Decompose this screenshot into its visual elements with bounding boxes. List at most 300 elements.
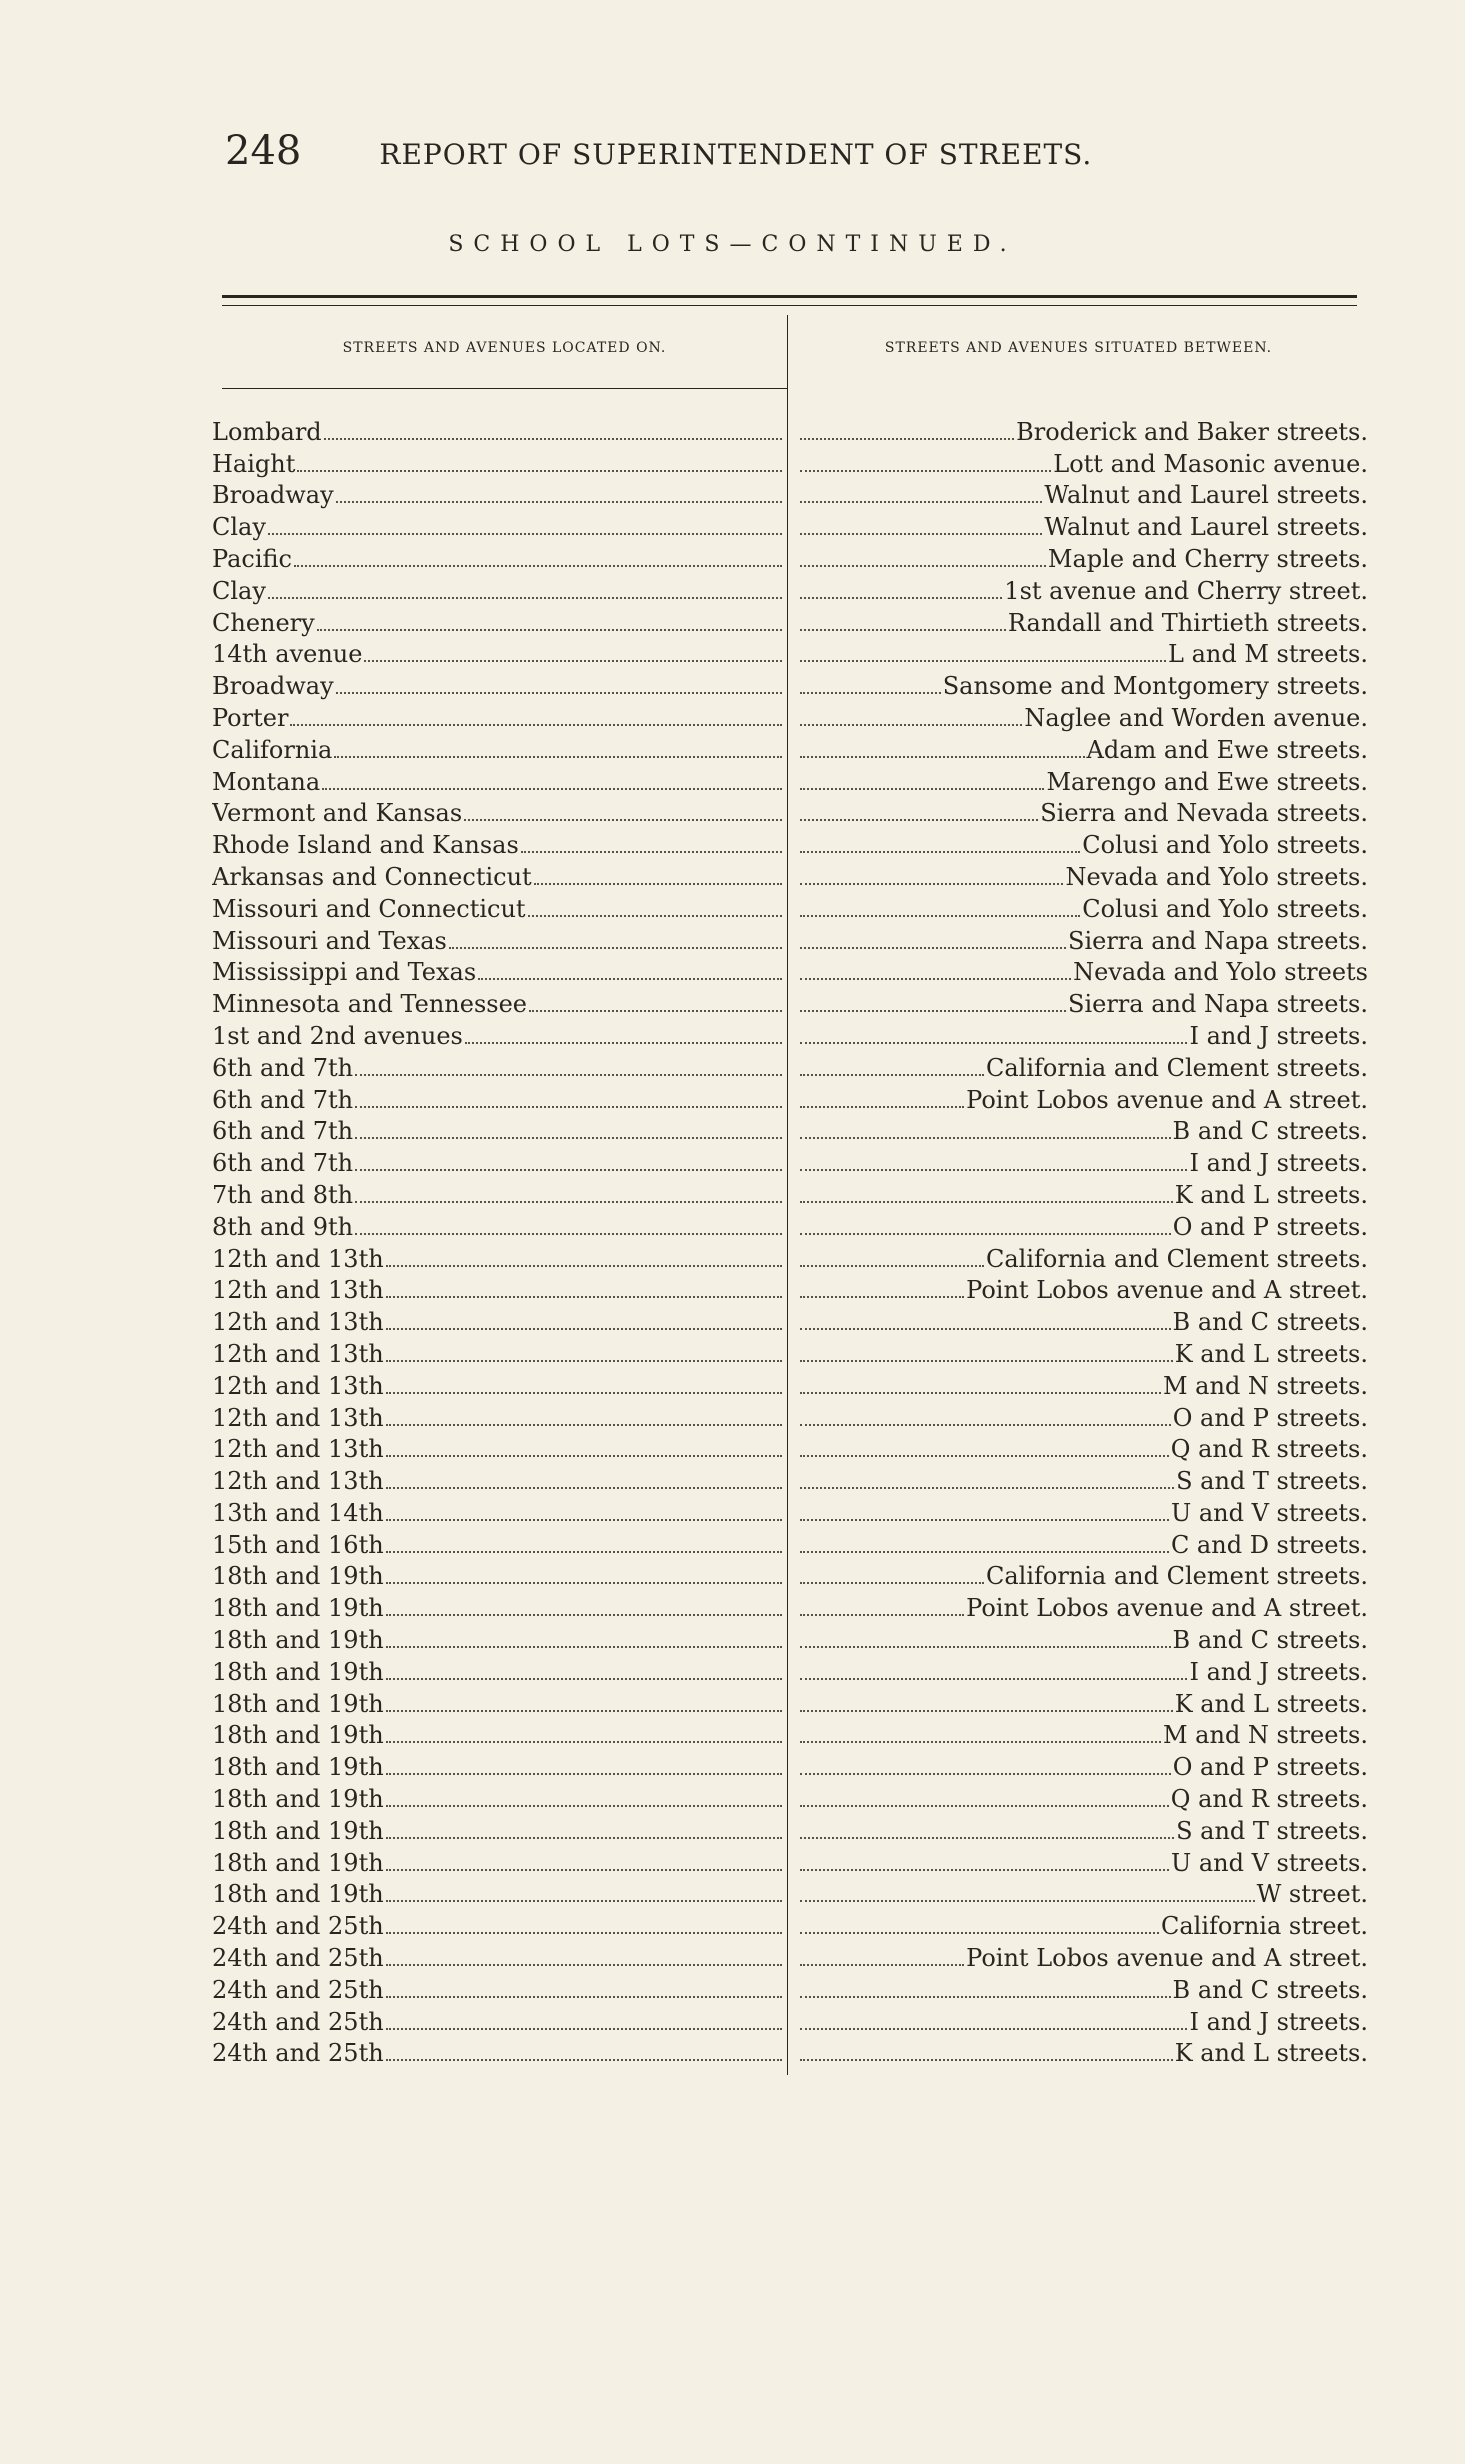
dot-leader [800, 1837, 1174, 1839]
table-row [212, 1654, 1372, 1686]
located-on-text: 12th and 13th [212, 1435, 384, 1464]
located-on-cell [212, 1181, 784, 1209]
dot-leader [386, 1424, 782, 1426]
dot-leader [800, 756, 1085, 758]
dot-leader [478, 978, 782, 980]
table-row [212, 1400, 1372, 1432]
dot-leader [800, 1042, 1187, 1044]
dot-leader [800, 788, 1044, 790]
located-on-text: Haight [212, 449, 296, 478]
dot-leader [386, 1487, 782, 1489]
between-cell [800, 799, 1368, 827]
dot-leader [800, 1614, 964, 1616]
between-text: Broderick and Baker streets. [1016, 417, 1368, 446]
between-text: I and J streets. [1189, 1021, 1368, 1050]
located-on-text: 12th and 13th [212, 1371, 384, 1400]
table-row [212, 1368, 1372, 1400]
between-text: Point Lobos avenue and A street. [966, 1276, 1368, 1305]
table-row [212, 827, 1372, 859]
table-row [212, 1273, 1372, 1305]
table-row [212, 1209, 1372, 1241]
located-on-cell [212, 545, 784, 573]
dot-leader [800, 1265, 984, 1267]
table-row [212, 1749, 1372, 1781]
dot-leader [297, 470, 782, 472]
dot-leader [334, 756, 782, 758]
located-on-text: 18th and 19th [212, 1721, 384, 1750]
dot-leader [465, 1042, 782, 1044]
dot-leader [386, 1360, 782, 1362]
located-on-text: Clay [212, 513, 266, 542]
table-row [212, 1336, 1372, 1368]
located-on-cell [212, 1117, 784, 1145]
between-cell [800, 1849, 1368, 1877]
located-on-cell [212, 513, 784, 541]
located-on-cell [212, 2008, 784, 2036]
dot-leader [290, 724, 782, 726]
between-text: O and P streets. [1172, 1212, 1368, 1241]
located-on-text: Missouri and Texas [212, 926, 447, 955]
between-cell [800, 1372, 1368, 1400]
table-row [212, 1781, 1372, 1813]
between-text: California and Clement streets. [985, 1244, 1368, 1273]
located-on-cell [212, 1213, 784, 1241]
table-row [212, 796, 1372, 828]
between-cell [800, 2008, 1368, 2036]
dot-leader [800, 1996, 1171, 1998]
located-on-text: 6th and 7th [212, 1117, 354, 1146]
dot-leader [355, 1233, 782, 1235]
between-cell [800, 736, 1368, 764]
dot-leader [800, 501, 1042, 503]
dot-leader [355, 1137, 782, 1139]
located-on-cell [212, 958, 784, 986]
between-cell [800, 1245, 1368, 1273]
table-row [212, 1845, 1372, 1877]
located-on-text: 18th and 19th [212, 1848, 384, 1877]
located-on-cell [212, 1944, 784, 1972]
dot-leader [800, 1392, 1161, 1394]
table-row [212, 955, 1372, 987]
between-text: Point Lobos avenue and A street. [966, 1594, 1368, 1623]
located-on-text: Rhode Island and Kansas [212, 831, 519, 860]
dot-leader [800, 1932, 1159, 1934]
between-cell [800, 1117, 1368, 1145]
located-on-cell [212, 1404, 784, 1432]
dot-leader [386, 1964, 782, 1966]
dot-leader [800, 1646, 1171, 1648]
dot-leader [800, 1678, 1187, 1680]
located-on-text: 12th and 13th [212, 1339, 384, 1368]
dot-leader [464, 819, 782, 821]
dot-leader [386, 1837, 782, 1839]
located-on-text: 12th and 13th [212, 1467, 384, 1496]
table-row [212, 605, 1372, 637]
located-on-text: 24th and 25th [212, 2007, 384, 2036]
dot-leader [386, 1582, 782, 1584]
between-cell [800, 1753, 1368, 1781]
table-row [212, 1082, 1372, 1114]
located-on-cell [212, 1594, 784, 1622]
dot-leader [528, 915, 782, 917]
dot-leader [529, 1010, 782, 1012]
dot-leader [800, 819, 1038, 821]
dot-leader [800, 1233, 1171, 1235]
located-on-cell [212, 1785, 784, 1813]
between-cell [800, 958, 1368, 986]
between-cell [800, 1308, 1368, 1336]
located-on-cell [212, 1308, 784, 1336]
between-text: Colusi and Yolo streets. [1082, 831, 1368, 860]
located-on-cell [212, 577, 784, 605]
dot-leader [268, 533, 782, 535]
dot-leader [336, 692, 782, 694]
dot-leader [386, 1646, 782, 1648]
dot-leader [386, 1265, 782, 1267]
between-cell [800, 418, 1368, 446]
between-text: Sansome and Montgomery streets. [942, 672, 1368, 701]
section-title: SCHOOL LOTS—CONTINUED. [448, 232, 1017, 257]
dot-leader [324, 438, 782, 440]
located-on-cell [212, 1086, 784, 1114]
located-on-text: Chenery [212, 608, 315, 637]
between-cell [800, 1658, 1368, 1686]
located-on-text: 18th and 19th [212, 1816, 384, 1845]
between-text: C and D streets. [1170, 1530, 1368, 1559]
table-row [212, 1114, 1372, 1146]
between-cell [800, 1276, 1368, 1304]
between-cell [800, 450, 1368, 478]
located-on-text: 24th and 25th [212, 1975, 384, 2004]
between-text: S and T streets. [1176, 1816, 1368, 1845]
between-cell [800, 990, 1368, 1018]
dot-leader [386, 2059, 782, 2061]
located-on-cell [212, 1245, 784, 1273]
table-row [212, 1622, 1372, 1654]
table-row [212, 732, 1372, 764]
dot-leader [800, 565, 1046, 567]
dot-leader [800, 1074, 984, 1076]
dot-leader [800, 1710, 1173, 1712]
dot-leader [386, 1996, 782, 1998]
located-on-cell [212, 990, 784, 1018]
located-on-text: 15th and 16th [212, 1530, 384, 1559]
between-text: Walnut and Laurel streets. [1044, 481, 1368, 510]
between-cell [800, 672, 1368, 700]
located-on-text: 6th and 7th [212, 1053, 354, 1082]
between-text: B and C streets. [1172, 1975, 1368, 2004]
between-cell [800, 481, 1368, 509]
between-text: U and V streets. [1170, 1848, 1368, 1877]
dot-leader [386, 1296, 782, 1298]
table-row [212, 541, 1372, 573]
table-row [212, 1432, 1372, 1464]
table-row [212, 891, 1372, 923]
between-cell [800, 1022, 1368, 1050]
dot-leader [800, 1169, 1187, 1171]
dot-leader [364, 660, 782, 662]
dot-leader [800, 438, 1014, 440]
dot-leader [800, 1741, 1161, 1743]
between-cell [800, 895, 1368, 923]
between-text: I and J streets. [1189, 1149, 1368, 1178]
located-on-text: Clay [212, 576, 266, 605]
dot-leader [322, 788, 782, 790]
between-cell [800, 1626, 1368, 1654]
dot-leader [355, 1074, 782, 1076]
table-row [212, 668, 1372, 700]
dot-leader [800, 1773, 1171, 1775]
located-on-text: 12th and 13th [212, 1403, 384, 1432]
dot-leader [386, 1932, 782, 1934]
between-cell [800, 1976, 1368, 2004]
located-on-text: 12th and 13th [212, 1276, 384, 1305]
located-on-text: Missouri and Connecticut [212, 894, 526, 923]
table-row [212, 700, 1372, 732]
between-cell [800, 577, 1368, 605]
between-text: K and L streets. [1174, 1339, 1368, 1368]
between-cell [800, 513, 1368, 541]
between-text: B and C streets. [1172, 1626, 1368, 1655]
table-row [212, 478, 1372, 510]
located-on-text: Mississippi and Texas [212, 958, 477, 987]
dot-leader [386, 1392, 782, 1394]
dot-leader [800, 915, 1080, 917]
located-on-cell [212, 704, 784, 732]
between-text: Lott and Masonic avenue. [1053, 449, 1368, 478]
between-text: Nevada and Yolo streets. [1065, 862, 1368, 891]
between-cell [800, 831, 1368, 859]
dot-leader [355, 1201, 782, 1203]
located-on-text: 6th and 7th [212, 1085, 354, 1114]
dot-leader [386, 2028, 782, 2030]
between-cell [800, 1912, 1368, 1940]
located-on-text: 12th and 13th [212, 1308, 384, 1337]
dot-leader [800, 2028, 1187, 2030]
located-on-text: 24th and 25th [212, 1944, 384, 1973]
dot-leader [800, 692, 941, 694]
located-on-cell [212, 1340, 784, 1368]
between-cell [800, 863, 1368, 891]
table-row [212, 986, 1372, 1018]
table-row [212, 1559, 1372, 1591]
dot-leader [800, 883, 1063, 885]
dot-leader [800, 660, 1166, 662]
table-row [212, 1463, 1372, 1495]
dot-leader [355, 1169, 782, 1171]
dot-leader [800, 851, 1080, 853]
between-text: California and Clement streets. [985, 1562, 1368, 1591]
located-on-text: 24th and 25th [212, 2039, 384, 2068]
located-on-cell [212, 1022, 784, 1050]
between-cell [800, 1880, 1368, 1908]
dot-leader [800, 1900, 1255, 1902]
table-row [212, 1145, 1372, 1177]
between-text: L and M streets. [1168, 640, 1368, 669]
page-number: 248 [225, 128, 302, 174]
located-on-cell [212, 2039, 784, 2067]
located-on-text: 7th and 8th [212, 1180, 354, 1209]
between-text: O and P streets. [1172, 1753, 1368, 1782]
school-lots-table [212, 414, 1372, 2067]
located-on-text: 8th and 9th [212, 1212, 354, 1241]
dot-leader [800, 1582, 984, 1584]
between-cell [800, 927, 1368, 955]
table-row [212, 509, 1372, 541]
located-on-cell [212, 1849, 784, 1877]
table-row [212, 2036, 1372, 2068]
between-text: K and L streets. [1174, 1689, 1368, 1718]
dot-leader [386, 1678, 782, 1680]
between-cell [800, 1404, 1368, 1432]
dot-leader [386, 1773, 782, 1775]
table-row [212, 2004, 1372, 2036]
located-on-text: 18th and 19th [212, 1626, 384, 1655]
between-cell [800, 1086, 1368, 1114]
table-row [212, 637, 1372, 669]
dot-leader [800, 724, 1022, 726]
between-text: K and L streets. [1174, 1180, 1368, 1209]
dot-leader [800, 1487, 1174, 1489]
located-on-text: California [212, 735, 333, 764]
located-on-cell [212, 1499, 784, 1527]
between-text: I and J streets. [1189, 1657, 1368, 1686]
located-on-cell [212, 1880, 784, 1908]
between-text: Point Lobos avenue and A street. [966, 1944, 1368, 1973]
between-text: Sierra and Napa streets. [1068, 926, 1368, 955]
between-cell [800, 545, 1368, 573]
dot-leader [386, 1455, 782, 1457]
dot-leader [800, 597, 1002, 599]
located-on-cell [212, 799, 784, 827]
located-on-cell [212, 1753, 784, 1781]
dot-leader [800, 947, 1066, 949]
located-on-cell [212, 1149, 784, 1177]
dot-leader [800, 470, 1051, 472]
dot-leader [800, 1106, 964, 1108]
located-on-cell [212, 1276, 784, 1304]
between-text: Q and R streets. [1170, 1785, 1368, 1814]
between-text: California street. [1160, 1912, 1368, 1941]
located-on-text: 24th and 25th [212, 1912, 384, 1941]
located-on-cell [212, 1721, 784, 1749]
located-on-text: 6th and 7th [212, 1149, 354, 1178]
between-cell [800, 640, 1368, 668]
between-cell [800, 768, 1368, 796]
table-row [212, 859, 1372, 891]
between-text: O and P streets. [1172, 1403, 1368, 1432]
dot-leader [386, 1519, 782, 1521]
between-text: Sierra and Napa streets. [1068, 990, 1368, 1019]
table-row [212, 1686, 1372, 1718]
column-header-rule [222, 388, 787, 389]
between-cell [800, 1690, 1368, 1718]
dot-leader [800, 2059, 1173, 2061]
header-rule-thick [222, 295, 1357, 298]
between-text: W street. [1256, 1880, 1368, 1909]
dot-leader [386, 1710, 782, 1712]
header-rule-thin [222, 305, 1357, 306]
located-on-text: Vermont and Kansas [212, 799, 463, 828]
dot-leader [534, 883, 782, 885]
between-cell [800, 1721, 1368, 1749]
between-cell [800, 1181, 1368, 1209]
table-row [212, 1908, 1372, 1940]
located-on-text: Lombard [212, 417, 322, 446]
dot-leader [800, 1424, 1171, 1426]
between-text: Adam and Ewe streets. [1086, 735, 1368, 764]
located-on-text: Porter [212, 703, 289, 732]
between-text: Sierra and Nevada streets. [1040, 799, 1368, 828]
between-text: I and J streets. [1189, 2007, 1368, 2036]
located-on-text: 18th and 19th [212, 1753, 384, 1782]
between-text: Point Lobos avenue and A street. [966, 1085, 1368, 1114]
table-row [212, 1813, 1372, 1845]
between-text: Naglee and Worden avenue. [1024, 703, 1368, 732]
located-on-cell [212, 1531, 784, 1559]
table-row [212, 1050, 1372, 1082]
located-on-cell [212, 1562, 784, 1590]
between-cell [800, 1435, 1368, 1463]
located-on-cell [212, 1467, 784, 1495]
table-row [212, 1972, 1372, 2004]
between-cell [800, 1817, 1368, 1845]
located-on-cell [212, 481, 784, 509]
between-cell [800, 2039, 1368, 2067]
table-row [212, 764, 1372, 796]
located-on-text: 18th and 19th [212, 1657, 384, 1686]
between-text: K and L streets. [1174, 2039, 1368, 2068]
dot-leader [268, 597, 782, 599]
between-text: Walnut and Laurel streets. [1044, 513, 1368, 542]
between-cell [800, 1531, 1368, 1559]
table-row [212, 573, 1372, 605]
between-cell [800, 1213, 1368, 1241]
table-row [212, 1940, 1372, 1972]
table-row [212, 1241, 1372, 1273]
between-cell [800, 704, 1368, 732]
between-cell [800, 1149, 1368, 1177]
table-row [212, 1304, 1372, 1336]
located-on-text: Minnesota and Tennessee [212, 990, 527, 1019]
between-cell [800, 1594, 1368, 1622]
between-text: Randall and Thirtieth streets. [1007, 608, 1368, 637]
dot-leader [800, 1805, 1169, 1807]
located-on-text: Montana [212, 767, 321, 796]
located-on-cell [212, 1658, 784, 1686]
between-text: M and N streets. [1162, 1721, 1368, 1750]
between-text: Nevada and Yolo streets [1073, 958, 1368, 987]
dot-leader [800, 1010, 1066, 1012]
between-cell [800, 1499, 1368, 1527]
located-on-text: Pacific [212, 544, 292, 573]
table-row [212, 414, 1372, 446]
dot-leader [800, 1137, 1171, 1139]
between-text: Colusi and Yolo streets. [1082, 894, 1368, 923]
located-on-cell [212, 1912, 784, 1940]
between-cell [800, 1054, 1368, 1082]
located-on-cell [212, 1054, 784, 1082]
located-on-text: 13th and 14th [212, 1498, 384, 1527]
located-on-text: 14th avenue [212, 640, 363, 669]
located-on-text: 18th and 19th [212, 1880, 384, 1909]
located-on-text: Broadway [212, 672, 334, 701]
located-on-text: Broadway [212, 481, 334, 510]
dot-leader [800, 1519, 1169, 1521]
table-row [212, 1177, 1372, 1209]
located-on-cell [212, 768, 784, 796]
running-title: REPORT OF SUPERINTENDENT OF STREETS. [379, 138, 1093, 171]
